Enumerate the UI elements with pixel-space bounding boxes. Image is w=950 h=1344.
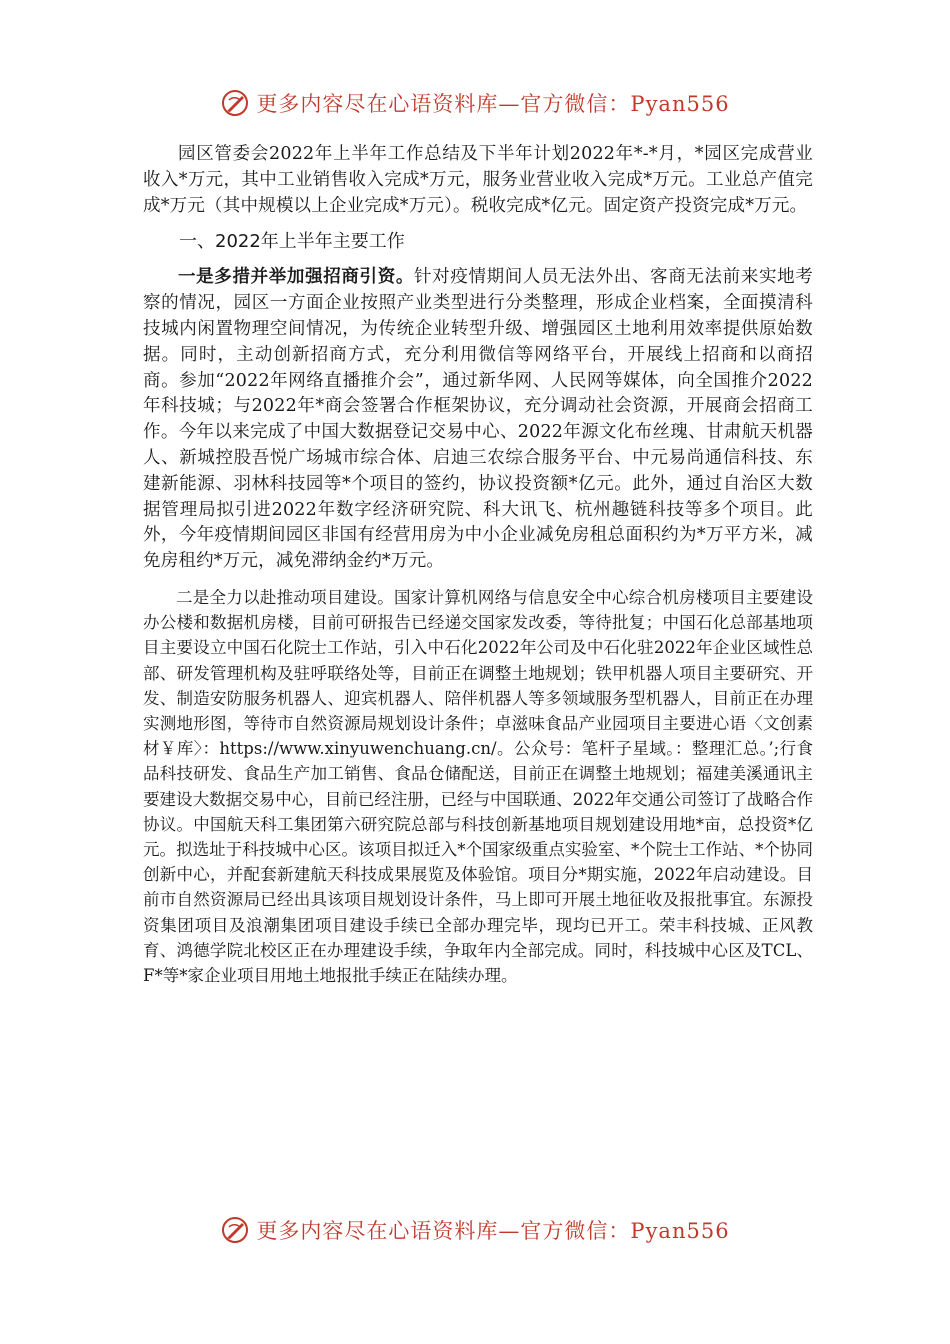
footer-banner-text: 更多内容尽在心语资料库—官方微信：Pyan556: [256, 1219, 730, 1243]
point-one-paragraph: [143, 265, 813, 575]
section-heading: 一、2022年上半年主要工作: [179, 231, 405, 253]
point-one-lead: 一是多措并举加强招商引资。: [178, 267, 415, 288]
intro-paragraph: 园区管委会2022年上半年工作总结及下半年计划2022年*-*月，*园区完成营业收入*万元，其中工业销售收入完成*万元，服务业营业收入完成*万元。工业总产值完成*万元（其中规模以上企业完成*万元）。税收完成*亿元。固定资产投资完成*万元。: [143, 144, 813, 216]
footer-banner: [0, 1213, 950, 1247]
header-banner: [0, 86, 950, 120]
point-one-text: 针对疫情期间人员无法外出、客商无法前来实地考察的情况，园区一方面企业按照产业类型进行分类整理，形成企业档案，全面摸清科技城内闲置物理空间情况，为传统企业转型升级、增强园区土地利用效率提供原始数据。同时，主动创新招商方式，充分利用微信等网络平台，开展线上招商和以商招商。参加“2022年网络直播推介会”，通过新华网、人民网等媒体，向全国推介2022年科技城；与2022年*商会签署合作框架协议，充分调动社会资源，开展商会招商工作。今年以来完成了中国大数据登记交易中心、2022年源文化布丝瑰、甘肃航天机器人、新城控股吾悦广场城市综合体、启迪三农综合服务平台、中元易尚通信科技、东建新能源、羽林科技园等*个项目的签约，协议投资额*亿元。此外，通过自治区大数据管理局拟引进2022年数字经济研究院、科大讯飞、杭州趣链科技等多个项目。此外，今年疫情期间园区非国有经营用房为中小企业减免房租总面积约为*万平方米，减免房租约*万元，减免滞纳金约*万元。: [143, 267, 813, 572]
header-banner-text: 更多内容尽在心语资料库—官方微信：Pyan556: [256, 92, 730, 116]
quill-logo-icon: [220, 1215, 250, 1245]
quill-logo-icon: [220, 88, 250, 118]
document-body: [143, 142, 813, 988]
point-two-paragraph: 二是全力以赴推动项目建设。国家计算机网络与信息安全中心综合机房楼项目主要建设办公楼和数据机房楼，目前可研报告已经递交国家发改委，等待批复；中国石化总部基地项目主要设立中国石化院士工作站，引入中石化2022年公司及中石化驻2022年企业区域性总部、研发管理机构及驻呼联络处等，目前正在调整土地规划；铁甲机器人项目主要研究、开发、制造安防服务机器人、迎宾机器人、陪伴机器人等多领域服务型机器人，目前正在办理实测地形图，等待市自然资源局规划设计条件；卓滋味食品产业园项目主要进心语〈文创素材￥库〉：https://www.xinyuwenchuang.cn/。公众号：笔杆子星域。：整理汇总。’;行食品科技研发、食品生产加工销售、食品仓储配送，目前正在调整土地规划；福建美溪通讯主要建设大数据交易中心，目前已经注册，已经与中国联通、2022年交通公司签订了战略合作协议。中国航天科工集团第六研究院总部与科技创新基地项目规划建设用地*亩，总投资*亿元。拟选址于科技城中心区。该项目拟迁入*个国家级重点实验室、*个院士工作站、*个协同创新中心，并配套新建航天科技成果展览及体验馆。项目分*期实施，2022年启动建设。目前市自然资源局已经出具该项目规划设计条件，马上即可开展土地征收及报批事宜。东源投资集团项目及浪潮集团项目建设手续已全部办理完毕，现均已开工。荣丰科技城、正风教育、鸿德学院北校区正在办理建设手续，争取年内全部完成。同时，科技城中心区及TCL、F*等*家企业项目用地土地报批手续正在陆续办理。: [143, 587, 813, 985]
